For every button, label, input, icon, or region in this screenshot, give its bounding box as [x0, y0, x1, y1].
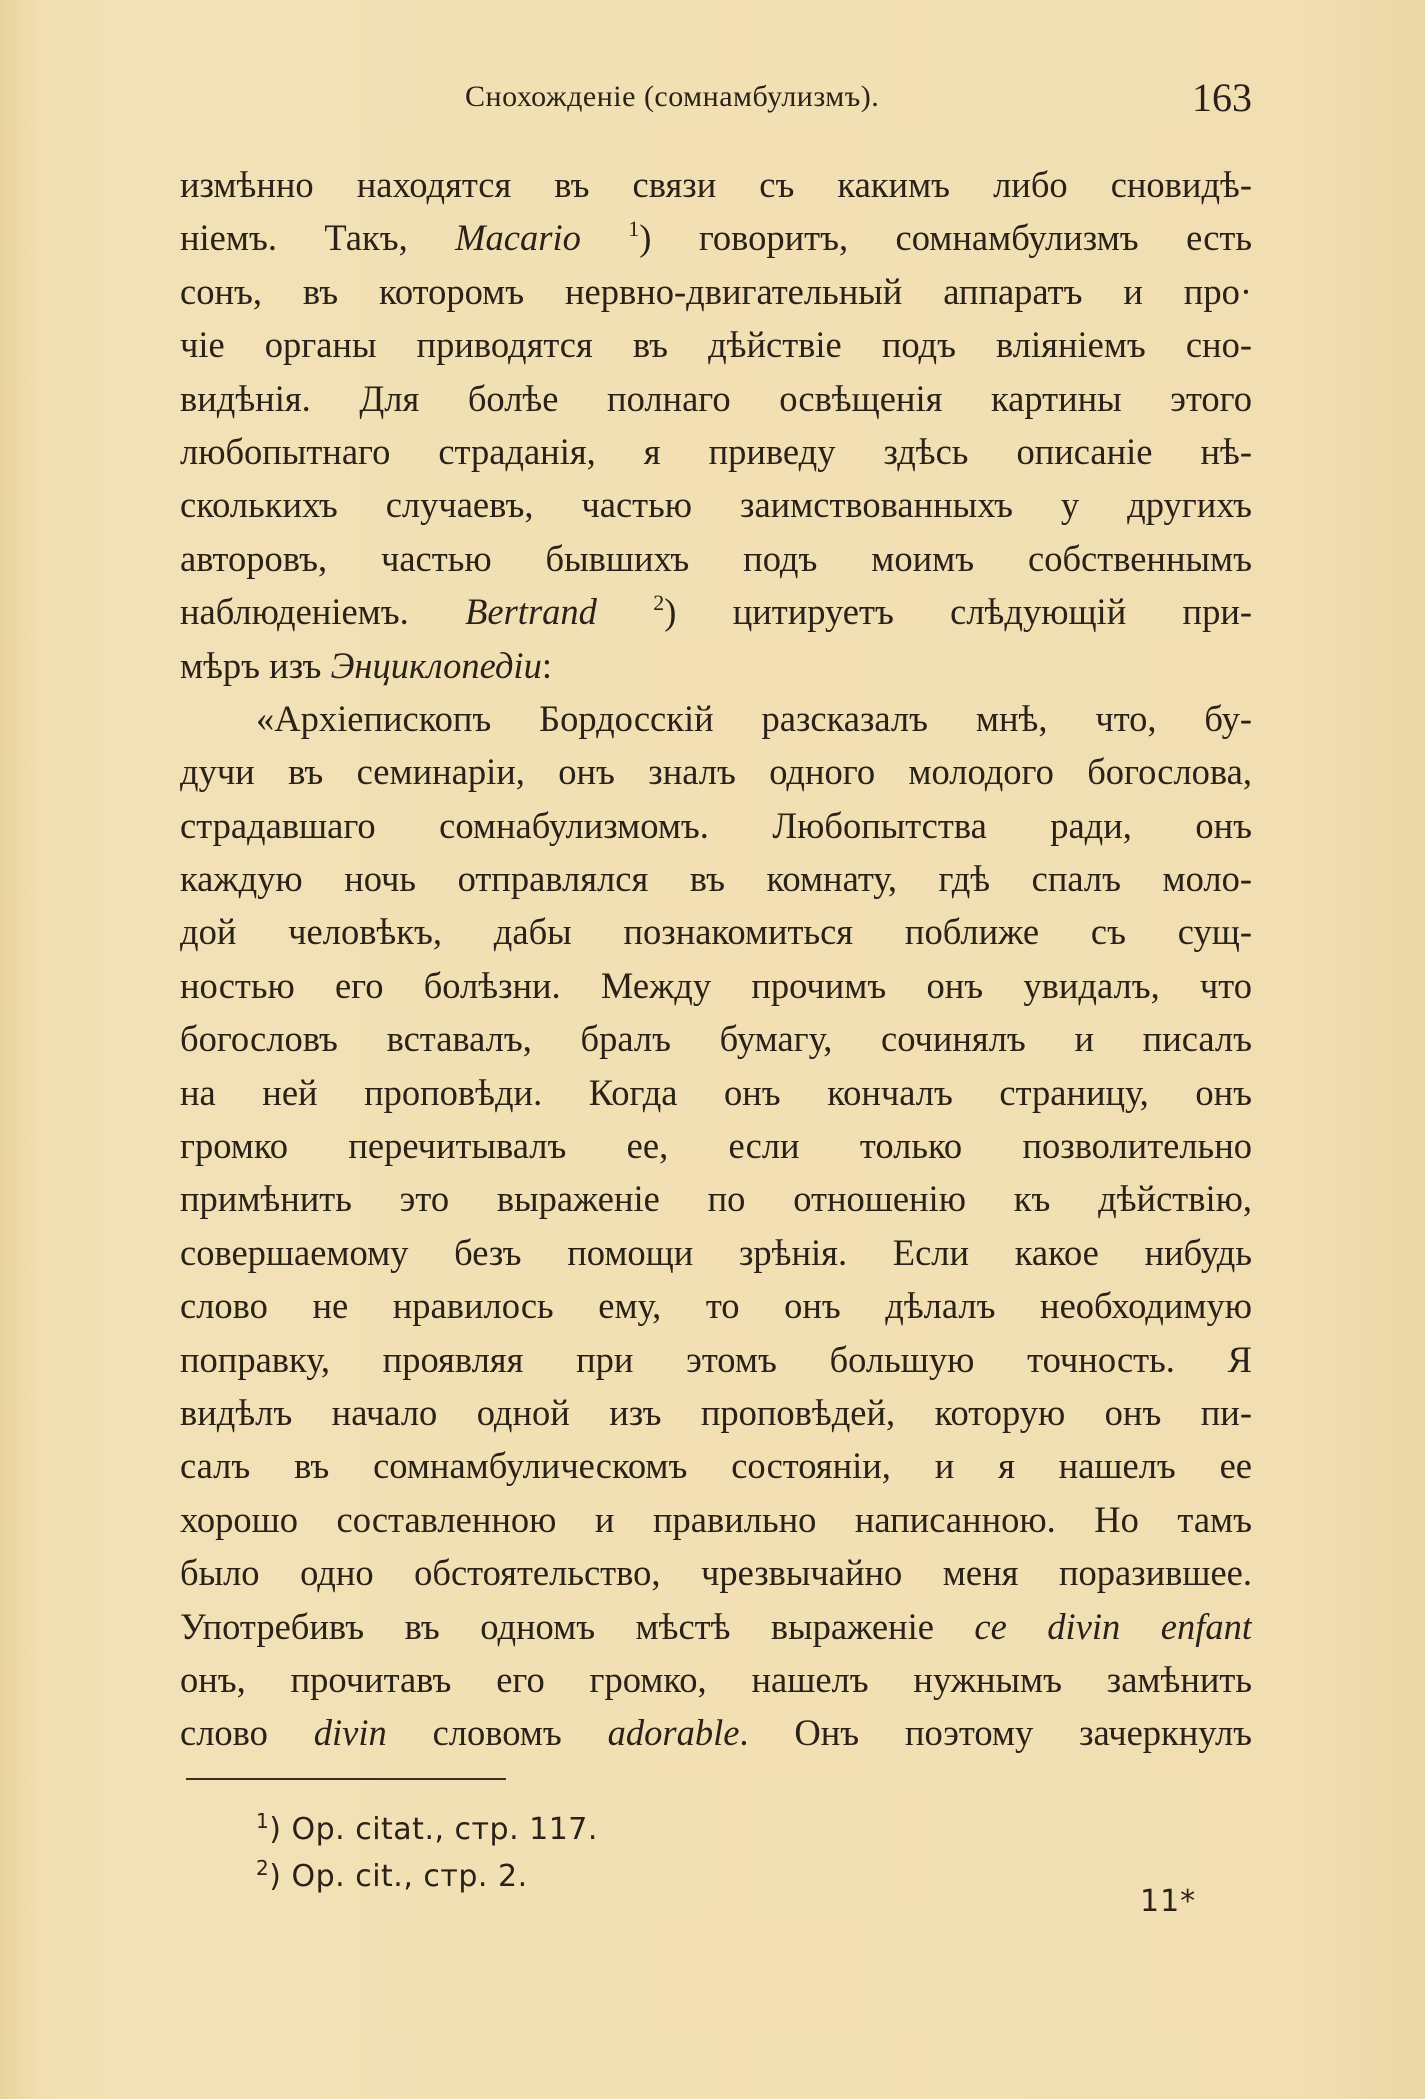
page-number: 163 — [1192, 75, 1252, 120]
footnotes — [256, 1806, 598, 1900]
text-line: громко перечитывалъ ее, если только позволительно — [180, 1125, 1252, 1167]
text-line: авторовъ, частью бывшихъ подъ моимъ собственнымъ — [180, 537, 1252, 579]
french-word: divin — [313, 1712, 387, 1754]
page-header — [180, 74, 1252, 124]
text-line: на ней проповѣди. Когда онъ кончалъ страницу, онъ — [180, 1071, 1252, 1113]
text-line: видѣнія. Для болѣе полнаго освѣщенія картины этого — [180, 377, 1252, 419]
text-line: ностью его болѣзни. Между прочимъ онъ увидалъ, что — [180, 964, 1252, 1006]
footnote: $^2$) Op. cit., стр. 2. — [256, 1856, 528, 1894]
text-line: ніемъ. Такъ, Macario $^1$) говоритъ, сомнамбулизмъ есть — [180, 216, 1252, 259]
text-line: слово не нравилось ему, то онъ дѣлалъ необходимую — [180, 1285, 1252, 1327]
printer-signature: 11* — [1140, 1884, 1197, 1919]
text-line: страдавшаго сомнабулизмомъ. Любопытства ради, онъ — [180, 804, 1252, 846]
text-line: было одно обстоятельство, чрезвычайно меня поразившее. — [180, 1552, 1252, 1594]
text-line: видѣлъ начало одной изъ проповѣдей, которую онъ пи- — [180, 1391, 1252, 1433]
text-line: наблюденіемъ. Bertrand $^2$) цитируетъ слѣдующій при- — [180, 590, 1252, 633]
text-line: хорошо составленною и правильно написанною. Но тамъ — [180, 1498, 1252, 1540]
text-line: дой человѣкъ, дабы познакомиться поближе съ сущ- — [180, 911, 1252, 953]
text-line: примѣнить это выраженіе по отношенію къ дѣйствію, — [180, 1178, 1252, 1220]
body-text — [180, 158, 1252, 1760]
footnote-divider — [186, 1778, 506, 1780]
text-line: совершаемому безъ помощи зрѣнія. Если какое нибудь — [180, 1231, 1252, 1273]
text-line: онъ, прочитавъ его громко, нашелъ нужнымъ замѣнить — [180, 1658, 1252, 1700]
footnote-mark: 1 — [256, 1809, 270, 1833]
text-line: дучи въ семинаріи, онъ зналъ одного молодого богослова, — [180, 751, 1252, 793]
text-line: сонъ, въ которомъ нервно-двигательный аппаратъ и про· — [180, 270, 1252, 312]
text-line: измѣнно находятся въ связи съ какимъ либо сновидѣ- — [180, 164, 1252, 205]
text-line: поправку, проявляя при этомъ большую точность. Я — [180, 1338, 1252, 1380]
french-phrase: ce divin enfant — [974, 1605, 1252, 1647]
text-line: слово divin словомъ adorable. Онъ поэтому зачеркнулъ — [180, 1712, 1252, 1754]
author-name: Bertrand — [465, 591, 597, 633]
french-word: adorable — [607, 1712, 740, 1754]
running-title: Снохожденіе (сомнамбулизмъ). — [465, 80, 880, 113]
text-line: сколькихъ случаевъ, частью заимствованныхъ у другихъ — [180, 484, 1252, 526]
text-line: каждую ночь отправлялся въ комнату, гдѣ спалъ моло- — [180, 858, 1252, 900]
text-line: салъ въ сомнамбулическомъ состояніи, и я нашелъ ее — [180, 1445, 1252, 1487]
text-line: чіе органы приводятся въ дѣйствіе подъ вліяніемъ сно- — [180, 324, 1252, 366]
source-title: Энциклопедіи — [330, 644, 542, 686]
footnote-mark: 2 — [256, 1856, 270, 1880]
author-name: Macario — [455, 217, 581, 259]
text-line: Употребивъ въ одномъ мѣстѣ выраженіе ce divin enfant — [180, 1605, 1252, 1647]
footnote: $^1$) Op. citat., стр. 117. — [256, 1809, 598, 1847]
text-line: богословъ вставалъ, бралъ бумагу, сочинялъ и писалъ — [180, 1018, 1252, 1060]
footnote-ref[interactable]: 2 — [653, 590, 665, 616]
text-line: «Архіепископъ Бордосскій разсказалъ мнѣ, что, бу- — [256, 697, 1252, 739]
text-line: мѣръ изъ Энциклопедіи: — [180, 644, 552, 686]
footnote-ref[interactable]: 1 — [628, 216, 640, 242]
text-line: любопытнаго страданія, я приведу здѣсь описаніе нѣ- — [180, 430, 1252, 472]
